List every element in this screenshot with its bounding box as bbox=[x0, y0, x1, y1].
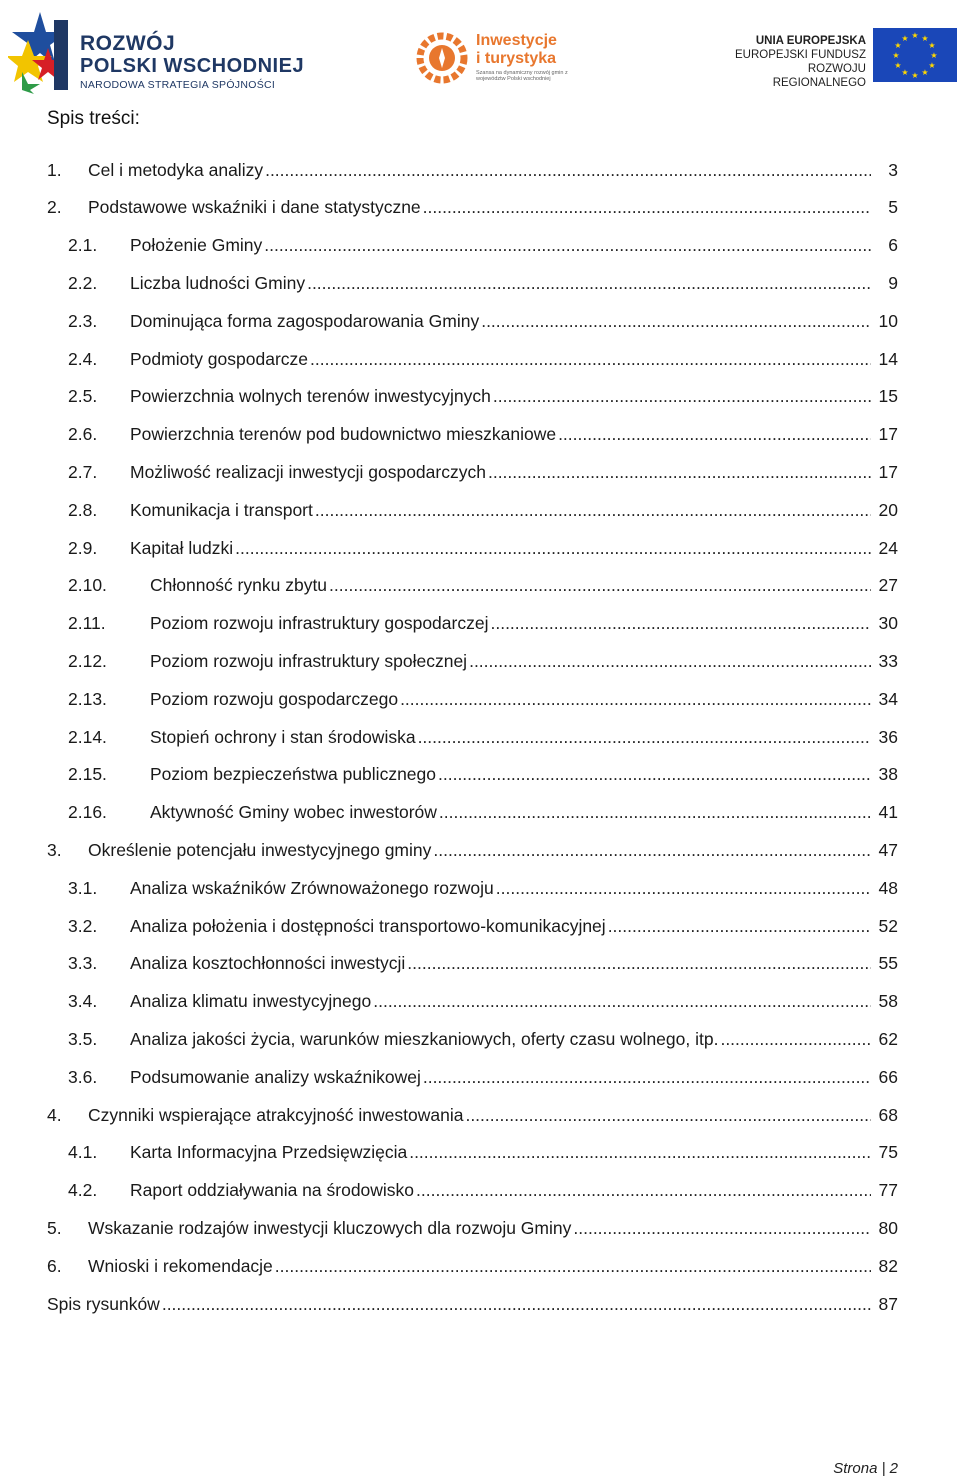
toc-entry-title[interactable]: Spis rysunków bbox=[47, 1293, 160, 1314]
toc-entry-title-leader bbox=[130, 1029, 873, 1050]
toc-entry[interactable] bbox=[0, 869, 960, 907]
toc-entry-title[interactable]: Poziom rozwoju infrastruktury gospodarczej bbox=[150, 613, 489, 634]
toc-entry[interactable] bbox=[0, 983, 960, 1021]
svg-text:★: ★ bbox=[921, 34, 929, 43]
toc-entry[interactable] bbox=[0, 1096, 960, 1134]
toc-entry-title-leader bbox=[88, 1218, 873, 1239]
toc-entry-title-leader bbox=[130, 386, 873, 407]
toc-entry-title[interactable]: Cel i metodyka analizy bbox=[88, 159, 264, 180]
toc-entry-title[interactable]: Podsumowanie analizy wskaźnikowej bbox=[130, 1066, 421, 1087]
toc-entry-page-number: 6 bbox=[888, 235, 898, 256]
unia-europejska-logo bbox=[716, 28, 960, 88]
eu-flag-icon bbox=[873, 28, 957, 82]
toc-entry[interactable] bbox=[0, 718, 960, 756]
svg-text:★: ★ bbox=[894, 41, 902, 50]
svg-text:★: ★ bbox=[928, 41, 936, 50]
toc-entry-page-number: 9 bbox=[888, 272, 898, 293]
dot-leader bbox=[720, 1029, 871, 1050]
toc-entry-number: 3.6. bbox=[68, 1066, 98, 1087]
toc-entry-page-number: 5 bbox=[888, 197, 898, 218]
toc-entry[interactable] bbox=[0, 756, 960, 794]
toc-entry-title[interactable]: Wnioski i rekomendacje bbox=[88, 1255, 273, 1276]
toc-entry[interactable] bbox=[0, 264, 960, 302]
toc-entry-title[interactable]: Aktywność Gminy wobec inwestorów bbox=[150, 802, 437, 823]
toc-entry[interactable] bbox=[0, 491, 960, 529]
toc-entry-page-number: 75 bbox=[878, 1142, 898, 1163]
dot-leader bbox=[439, 802, 871, 823]
svg-text:★: ★ bbox=[901, 34, 909, 43]
toc-entry-title[interactable]: Powierzchnia wolnych terenów inwestycyjnych bbox=[130, 386, 491, 407]
toc-entry[interactable] bbox=[0, 794, 960, 832]
logo-right-line3: ROZWOJU REGIONALNEGO bbox=[772, 63, 866, 89]
toc-entry[interactable] bbox=[0, 302, 960, 340]
toc-entry-page-number: 48 bbox=[878, 877, 898, 898]
logo-right-line2: EUROPEJSKI FUNDUSZ bbox=[735, 49, 866, 61]
toc-entry-title-leader bbox=[150, 651, 873, 672]
star-emblem-icon bbox=[8, 10, 72, 94]
toc-entry-title[interactable]: Karta Informacyjna Przedsięwzięcia bbox=[130, 1142, 408, 1163]
toc-entry-title[interactable]: Stopień ochrony i stan środowiska bbox=[150, 726, 416, 747]
toc-entry-number: 6. bbox=[47, 1255, 62, 1276]
toc-entry-page-number: 47 bbox=[878, 839, 898, 860]
toc-entry-title-leader bbox=[130, 235, 873, 256]
toc-entry-title-leader bbox=[130, 953, 873, 974]
toc-entry-number: 2.3. bbox=[68, 310, 98, 331]
toc-entry[interactable] bbox=[0, 1247, 960, 1285]
logo-left-line3: NARODOWA STRATEGIA SPÓJNOŚCI bbox=[80, 79, 276, 91]
toc-entry-title[interactable]: Powierzchnia terenów pod budownictwo mieszkaniowe bbox=[130, 424, 557, 445]
toc-entry-title-leader bbox=[130, 1142, 873, 1163]
toc-entry-page-number: 3 bbox=[888, 159, 898, 180]
toc-entry-page-number: 77 bbox=[878, 1180, 898, 1201]
toc-entry-page-number: 80 bbox=[878, 1217, 898, 1238]
dot-leader bbox=[400, 689, 871, 710]
toc-entry-page-number: 41 bbox=[878, 802, 898, 823]
toc-entry-title[interactable]: Komunikacja i transport bbox=[130, 499, 313, 520]
toc-entry[interactable] bbox=[0, 529, 960, 567]
toc-entry[interactable] bbox=[0, 1209, 960, 1247]
toc-entry-title-leader bbox=[130, 916, 873, 937]
dot-leader bbox=[235, 538, 871, 559]
toc-entry-title[interactable]: Analiza położenia i dostępności transportowo-komunikacyjnej bbox=[130, 915, 606, 936]
svg-text:★: ★ bbox=[894, 61, 902, 70]
toc-entry[interactable] bbox=[0, 416, 960, 454]
toc-entry-title[interactable]: Określenie potencjału inwestycyjnego gminy bbox=[88, 839, 432, 860]
toc-entry-title-leader bbox=[150, 802, 873, 823]
toc-entry-title-leader bbox=[130, 462, 873, 483]
toc-entry-title-leader bbox=[130, 273, 873, 294]
toc-entry-number: 2.14. bbox=[68, 726, 107, 747]
toc-entry-title-leader bbox=[88, 197, 873, 218]
toc-entry-page-number: 30 bbox=[878, 613, 898, 634]
dot-leader bbox=[407, 953, 871, 974]
dot-leader bbox=[264, 235, 871, 256]
toc-entry-title-leader bbox=[88, 840, 873, 861]
toc-entry-page-number: 17 bbox=[878, 424, 898, 445]
toc-entry-page-number: 62 bbox=[878, 1028, 898, 1049]
toc-entry[interactable] bbox=[0, 151, 960, 189]
toc-entry-number: 2.13. bbox=[68, 688, 107, 709]
toc-entry-title[interactable]: Możliwość realizacji inwestycji gospodarczych bbox=[130, 461, 486, 482]
toc-entry-title-leader bbox=[130, 538, 873, 559]
toc-entry-page-number: 34 bbox=[878, 688, 898, 709]
dot-leader bbox=[496, 878, 871, 899]
toc-entry-title-leader bbox=[130, 991, 873, 1012]
dot-leader bbox=[418, 727, 871, 748]
toc-entry-page-number: 15 bbox=[878, 386, 898, 407]
toc-entry[interactable] bbox=[0, 907, 960, 945]
toc-entry-page-number: 20 bbox=[878, 499, 898, 520]
toc-entry[interactable] bbox=[0, 605, 960, 643]
svg-text:★: ★ bbox=[928, 61, 936, 70]
toc-entry-page-number: 14 bbox=[878, 348, 898, 369]
rozwoj-polski-wschodniej-logo bbox=[8, 10, 308, 98]
dot-leader bbox=[469, 651, 871, 672]
dot-leader bbox=[275, 1256, 871, 1277]
toc-entry-page-number: 87 bbox=[878, 1293, 898, 1314]
gear-compass-icon bbox=[414, 30, 470, 86]
toc-entry-number: 2.5. bbox=[68, 386, 98, 407]
toc-entry-number: 3. bbox=[47, 839, 62, 860]
svg-text:★: ★ bbox=[930, 51, 938, 60]
toc-entry-title[interactable]: Analiza klimatu inwestycyjnego bbox=[130, 991, 372, 1012]
dot-leader bbox=[465, 1105, 871, 1126]
page-header bbox=[0, 0, 960, 100]
toc-entry-title[interactable]: Poziom rozwoju infrastruktury społecznej bbox=[150, 650, 468, 671]
logo-left-line2: POLSKI WSCHODNIEJ bbox=[80, 55, 305, 77]
toc-entry-number: 3.4. bbox=[68, 991, 98, 1012]
toc-entry-title[interactable]: Kapitał ludzki bbox=[130, 537, 234, 558]
toc-entry-number: 5. bbox=[47, 1217, 62, 1238]
toc-entry-title[interactable]: Raport oddziaływania na środowisko bbox=[130, 1180, 415, 1201]
toc-entry-title[interactable]: Dominująca forma zagospodarowania Gminy bbox=[130, 310, 480, 331]
toc-entry-page-number: 82 bbox=[878, 1255, 898, 1276]
toc-entry-page-number: 66 bbox=[878, 1066, 898, 1087]
toc-entry-title-leader bbox=[130, 349, 873, 370]
logo-center-line2: i turystyka bbox=[476, 50, 557, 67]
toc-entry-title-leader bbox=[47, 1294, 873, 1315]
toc-entry-page-number: 27 bbox=[878, 575, 898, 596]
toc-entry-title-leader bbox=[150, 613, 873, 634]
toc-entry-page-number: 33 bbox=[878, 650, 898, 671]
toc-entry-number: 2.8. bbox=[68, 499, 98, 520]
toc-entry-title-leader bbox=[88, 1256, 873, 1277]
toc-entry-title-leader bbox=[150, 727, 873, 748]
dot-leader bbox=[490, 613, 871, 634]
dot-leader bbox=[423, 1067, 871, 1088]
toc-entry[interactable] bbox=[0, 453, 960, 491]
toc-entry-number: 2.9. bbox=[68, 537, 98, 558]
logo-center-line1: Inwestycje bbox=[476, 32, 557, 49]
toc-entry-title-leader bbox=[130, 500, 873, 521]
toc-entry-number: 2. bbox=[47, 197, 62, 218]
dot-leader bbox=[315, 500, 871, 521]
toc-entry-page-number: 68 bbox=[878, 1104, 898, 1125]
toc-entry-title-leader bbox=[130, 424, 873, 445]
toc-entry[interactable] bbox=[0, 340, 960, 378]
dot-leader bbox=[558, 424, 871, 445]
dot-leader bbox=[481, 311, 871, 332]
toc-entry-number: 3.5. bbox=[68, 1028, 98, 1049]
dot-leader bbox=[423, 197, 871, 218]
dot-leader bbox=[608, 916, 871, 937]
dot-leader bbox=[162, 1294, 871, 1315]
logo-right-line1: UNIA EUROPEJSKA bbox=[755, 35, 866, 47]
toc-entry[interactable] bbox=[0, 378, 960, 416]
toc-entry[interactable] bbox=[0, 1058, 960, 1096]
dot-leader bbox=[433, 840, 871, 861]
toc-entry-page-number: 10 bbox=[878, 310, 898, 331]
toc-entry-number: 4. bbox=[47, 1104, 62, 1125]
toc-entry[interactable] bbox=[0, 1134, 960, 1172]
toc-entry-title[interactable]: Liczba ludności Gminy bbox=[130, 272, 306, 293]
page-title: Spis treści: bbox=[47, 108, 140, 129]
toc-entry-number: 2.2. bbox=[68, 272, 98, 293]
toc-entry-number: 2.4. bbox=[68, 348, 98, 369]
dot-leader bbox=[373, 991, 871, 1012]
logo-center-line3: Szansa na dynamiczny rozwój gmin z województw Polski wschodniej bbox=[476, 70, 568, 82]
toc-entry[interactable] bbox=[0, 1285, 960, 1323]
toc-entry-number: 3.1. bbox=[68, 877, 98, 898]
toc-entry[interactable] bbox=[0, 831, 960, 869]
toc-entry-title-leader bbox=[130, 1067, 873, 1088]
dot-leader bbox=[310, 349, 871, 370]
toc-entry-title[interactable]: Chłonność rynku zbytu bbox=[150, 575, 328, 596]
toc-entry-page-number: 55 bbox=[878, 953, 898, 974]
dot-leader bbox=[265, 160, 871, 181]
svg-text:★: ★ bbox=[911, 31, 919, 40]
toc-entry-page-number: 52 bbox=[878, 915, 898, 936]
toc-entry-number: 3.3. bbox=[68, 953, 98, 974]
toc-entry-title[interactable]: Wskazanie rodzajów inwestycji kluczowych dla rozwoju Gminy bbox=[88, 1217, 572, 1238]
dot-leader bbox=[409, 1142, 871, 1163]
toc-entry-title-leader bbox=[130, 311, 873, 332]
toc-entry-title-leader bbox=[130, 878, 873, 899]
logo-left-line1: ROZWÓJ bbox=[80, 32, 176, 55]
toc-entry-number: 4.2. bbox=[68, 1180, 98, 1201]
toc-entry-number: 2.11. bbox=[68, 613, 106, 634]
toc-entry[interactable] bbox=[0, 680, 960, 718]
dot-leader bbox=[493, 386, 871, 407]
toc-entry-page-number: 36 bbox=[878, 726, 898, 747]
toc-entry-page-number: 38 bbox=[878, 764, 898, 785]
toc-entry-title[interactable]: Analiza kosztochłonności inwestycji bbox=[130, 953, 406, 974]
toc-entry-number: 2.12. bbox=[68, 650, 107, 671]
toc-entry-number: 4.1. bbox=[68, 1142, 98, 1163]
toc-entry[interactable] bbox=[0, 189, 960, 227]
toc-entry-number: 2.7. bbox=[68, 461, 98, 482]
toc-entry-title-leader bbox=[150, 689, 873, 710]
toc-entry-title-leader bbox=[150, 575, 873, 596]
toc-entry[interactable] bbox=[0, 567, 960, 605]
toc-entry-title-leader bbox=[150, 764, 873, 785]
toc-entry-title[interactable]: Podmioty gospodarcze bbox=[130, 348, 309, 369]
svg-text:★: ★ bbox=[911, 71, 919, 80]
toc-entry-number: 2.15. bbox=[68, 764, 107, 785]
dot-leader bbox=[329, 575, 871, 596]
dot-leader bbox=[573, 1218, 871, 1239]
toc-entry[interactable] bbox=[0, 1172, 960, 1210]
toc-entry-title[interactable]: Poziom rozwoju gospodarczego bbox=[150, 688, 399, 709]
toc-entry-title[interactable]: Poziom bezpieczeństwa publicznego bbox=[150, 764, 436, 785]
toc-entry-title[interactable]: Analiza jakości życia, warunków mieszkaniowych, oferty czasu wolnego, itp. bbox=[130, 1028, 719, 1049]
svg-text:★: ★ bbox=[901, 68, 909, 77]
toc-entry[interactable] bbox=[0, 1020, 960, 1058]
toc-entry-title-leader bbox=[130, 1180, 873, 1201]
toc-entry[interactable] bbox=[0, 227, 960, 265]
eu-fund-text bbox=[716, 34, 866, 90]
toc-entry-number: 2.1. bbox=[68, 235, 98, 256]
toc-entry-page-number: 24 bbox=[878, 537, 898, 558]
dot-leader bbox=[438, 764, 871, 785]
toc-entry-number: 1. bbox=[47, 159, 62, 180]
dot-leader bbox=[488, 462, 871, 483]
toc-entry-title[interactable]: Czynniki wspierające atrakcyjność inwestowania bbox=[88, 1104, 464, 1125]
inwestycje-i-turystyka-logo bbox=[414, 30, 574, 90]
svg-text:★: ★ bbox=[921, 68, 929, 77]
toc-entry-title[interactable]: Położenie Gminy bbox=[130, 235, 263, 256]
toc-entry-page-number: 58 bbox=[878, 991, 898, 1012]
toc-entry-number: 2.10. bbox=[68, 575, 107, 596]
dot-leader bbox=[307, 273, 871, 294]
toc-entry-number: 3.2. bbox=[68, 915, 98, 936]
toc-entry-title[interactable]: Podstawowe wskaźniki i dane statystyczne bbox=[88, 197, 421, 218]
toc-entry[interactable] bbox=[0, 642, 960, 680]
svg-text:★: ★ bbox=[892, 51, 900, 60]
toc-entry-title[interactable]: Analiza wskaźników Zrównoważonego rozwoju bbox=[130, 877, 494, 898]
toc-entry-title-leader bbox=[88, 160, 873, 181]
page-footer: Strona | 2 bbox=[833, 1460, 898, 1477]
toc-entry-page-number: 17 bbox=[878, 461, 898, 482]
toc-entry[interactable] bbox=[0, 945, 960, 983]
dot-leader bbox=[416, 1180, 871, 1201]
toc-entry-number: 2.16. bbox=[68, 802, 107, 823]
toc-entry-title-leader bbox=[88, 1105, 873, 1126]
toc-entry-number: 2.6. bbox=[68, 424, 98, 445]
